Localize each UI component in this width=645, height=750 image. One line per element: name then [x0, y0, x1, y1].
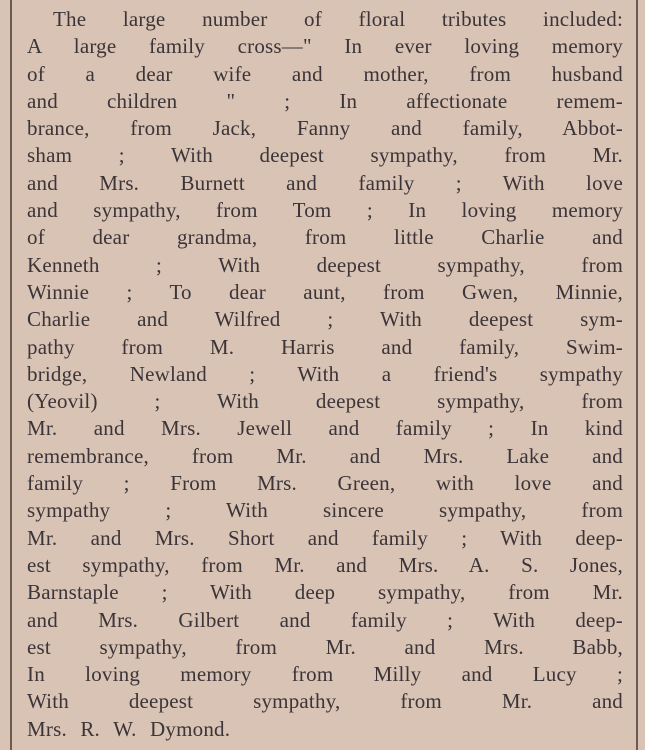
text-line: Charlie and Wilfred ; With deepest sym- [27, 307, 623, 332]
text-line: sympathy ; With sincere sympathy, from [27, 498, 623, 523]
column-rule-left [10, 0, 12, 750]
text-line: bridge, Newland ; With a friend's sympathy [27, 361, 623, 386]
text-line: of a dear wife and mother, from husband [27, 61, 623, 86]
text-line: Mr. and Mrs. Jewell and family ; In kind [27, 416, 623, 441]
text-line: With deepest sympathy, from Mr. and [27, 689, 623, 714]
column-rule-right [636, 0, 638, 750]
text-line: and sympathy, from Tom ; In loving memory [27, 198, 623, 223]
article-text [27, 6, 623, 743]
text-line: remembrance, from Mr. and Mrs. Lake and [27, 443, 623, 468]
text-line: The large number of floral tributes included: [53, 7, 623, 31]
text-line: and Mrs. Gilbert and family ; With deep- [27, 607, 623, 632]
text-line: sham ; With deepest sympathy, from Mr. [27, 143, 623, 168]
text-line: and children " ; In affectionate remem- [27, 88, 623, 113]
text-line: brance, from Jack, Fanny and family, Abbot- [27, 116, 623, 141]
text-line: and Mrs. Burnett and family ; With love [27, 170, 623, 195]
text-line: est sympathy, from Mr. and Mrs. Babb, [27, 634, 623, 659]
text-line: family ; From Mrs. Green, with love and [27, 471, 623, 496]
text-line: Barnstaple ; With deep sympathy, from Mr. [27, 580, 623, 605]
text-line: pathy from M. Harris and family, Swim- [27, 334, 623, 359]
text-line: of dear grandma, from little Charlie and [27, 225, 623, 250]
text-line: Mr. and Mrs. Short and family ; With deep- [27, 525, 623, 550]
text-line: Kenneth ; With deepest sympathy, from [27, 252, 623, 277]
text-line: (Yeovil) ; With deepest sympathy, from [27, 389, 623, 414]
text-line: Winnie ; To dear aunt, from Gwen, Minnie, [27, 279, 623, 304]
text-line: In loving memory from Milly and Lucy ; [27, 662, 623, 687]
text-line: est sympathy, from Mr. and Mrs. A. S. Jones, [27, 552, 623, 577]
text-line: Mrs. R. W. Dymond. [27, 716, 231, 741]
text-line: A large family cross—" In ever loving memory [27, 34, 623, 59]
